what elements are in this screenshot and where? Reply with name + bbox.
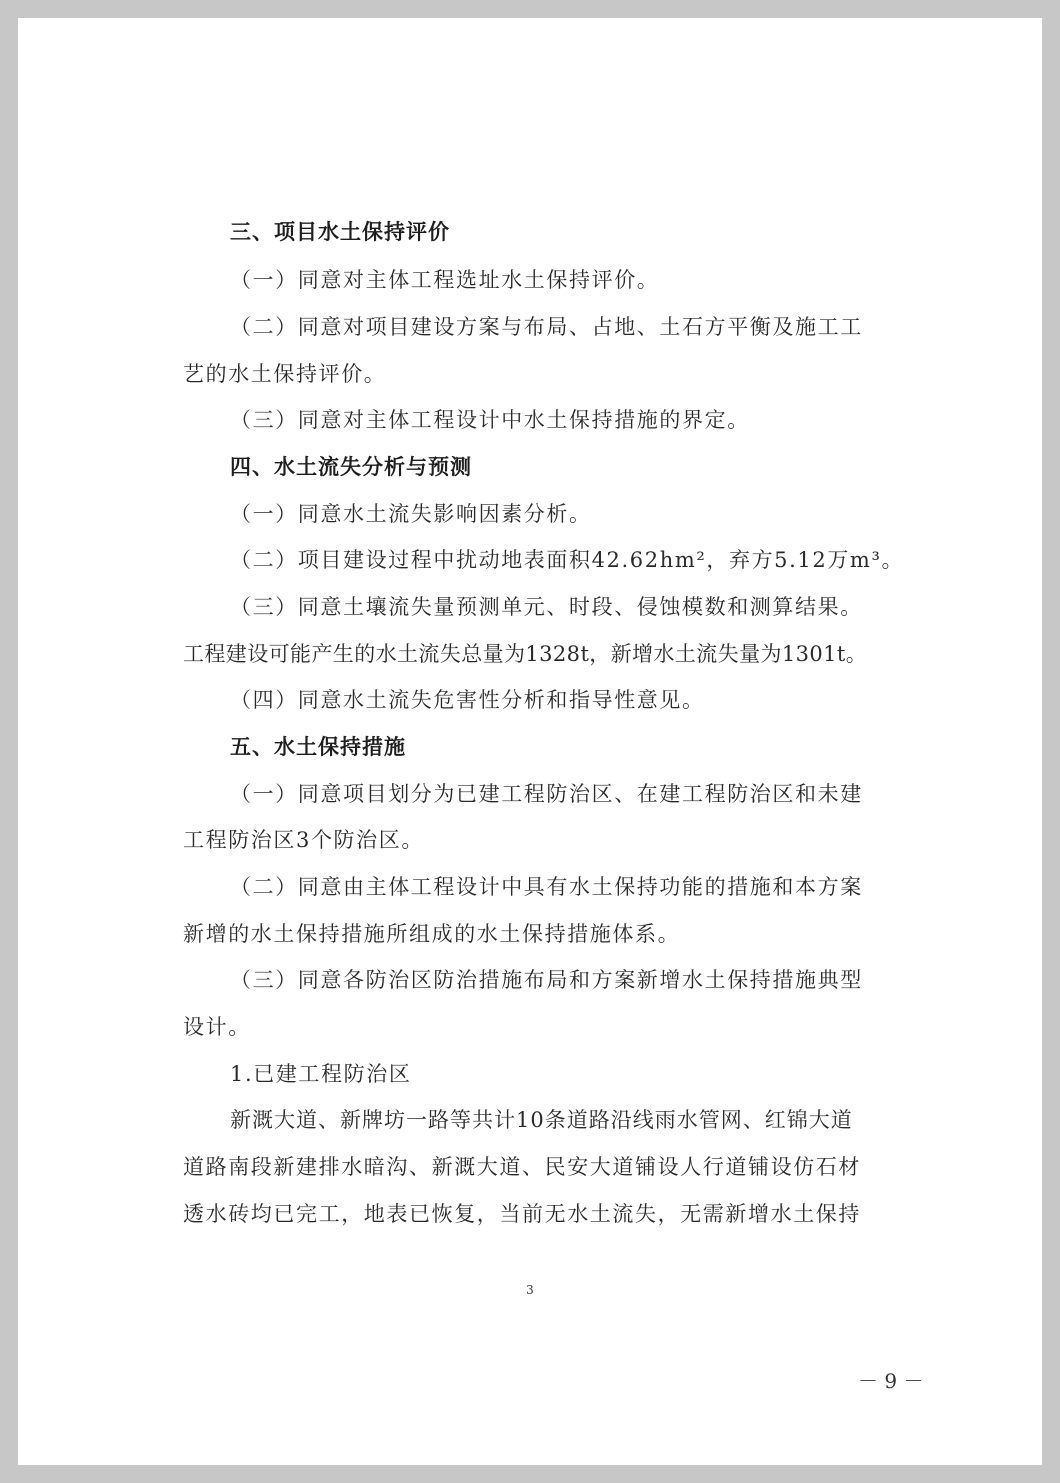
section-5-paragraph-3-line-1: （三）同意各防治区防治措施布局和方案新增水土保持措施典型 xyxy=(230,968,863,992)
subsection-1-line-3: 透水砖均已完工，地表已恢复，当前无水土流失，无需新增水土保持 xyxy=(183,1202,861,1226)
section-5-paragraph-1-line-1: （一）同意项目划分为已建工程防治区、在建工程防治区和未建 xyxy=(230,782,863,806)
section-4-paragraph-1: （一）同意水土流失影响因素分析。 xyxy=(230,502,592,526)
section-3-paragraph-2-line-2: 艺的水土保持评价。 xyxy=(183,362,387,386)
section-4-paragraph-3-line-2: 工程建设可能产生的水土流失总量为1328t，新增水土流失量为1301t。 xyxy=(183,642,868,666)
section-4-paragraph-3-line-1: （三）同意土壤流失量预测单元、时段、侵蚀模数和测算结果。 xyxy=(230,595,863,619)
section-3-paragraph-3: （三）同意对主体工程设计中水土保持措施的界定。 xyxy=(230,408,750,432)
inner-page-mark: 3 xyxy=(526,1283,534,1297)
subsection-1-line-2: 道路南段新建排水暗沟、新溉大道、民安大道铺设人行道铺设仿石材 xyxy=(183,1155,861,1179)
section-5-paragraph-2-line-2: 新增的水土保持措施所组成的水土保持措施体系。 xyxy=(183,922,681,946)
subsection-1-line-1: 新溉大道、新牌坊一路等共计10条道路沿线雨水管网、红锦大道 xyxy=(230,1108,853,1132)
section-3-heading: 三、项目水土保持评价 xyxy=(230,220,450,244)
section-3-paragraph-2-line-1: （二）同意对项目建设方案与布局、占地、土石方平衡及施工工 xyxy=(230,315,863,339)
section-5-paragraph-1-line-2: 工程防治区3个防治区。 xyxy=(183,828,424,852)
section-4-paragraph-4: （四）同意水土流失危害性分析和指导性意见。 xyxy=(230,688,705,712)
section-5-heading: 五、水土保持措施 xyxy=(230,735,406,759)
section-3-paragraph-1: （一）同意对主体工程选址水土保持评价。 xyxy=(230,268,660,292)
section-5-paragraph-2-line-1: （二）同意由主体工程设计中具有水土保持功能的措施和本方案 xyxy=(230,875,863,899)
section-4-heading: 四、水土流失分析与预测 xyxy=(230,455,472,479)
section-4-paragraph-2: （二）项目建设过程中扰动地表面积42.62hm²，弃方5.12万m³。 xyxy=(230,548,905,572)
subsection-1-title: 1.已建工程防治区 xyxy=(230,1062,412,1086)
document-page xyxy=(18,18,1042,1465)
section-5-paragraph-3-line-2: 设计。 xyxy=(183,1015,251,1039)
page-number: － 9 － xyxy=(858,1369,924,1393)
